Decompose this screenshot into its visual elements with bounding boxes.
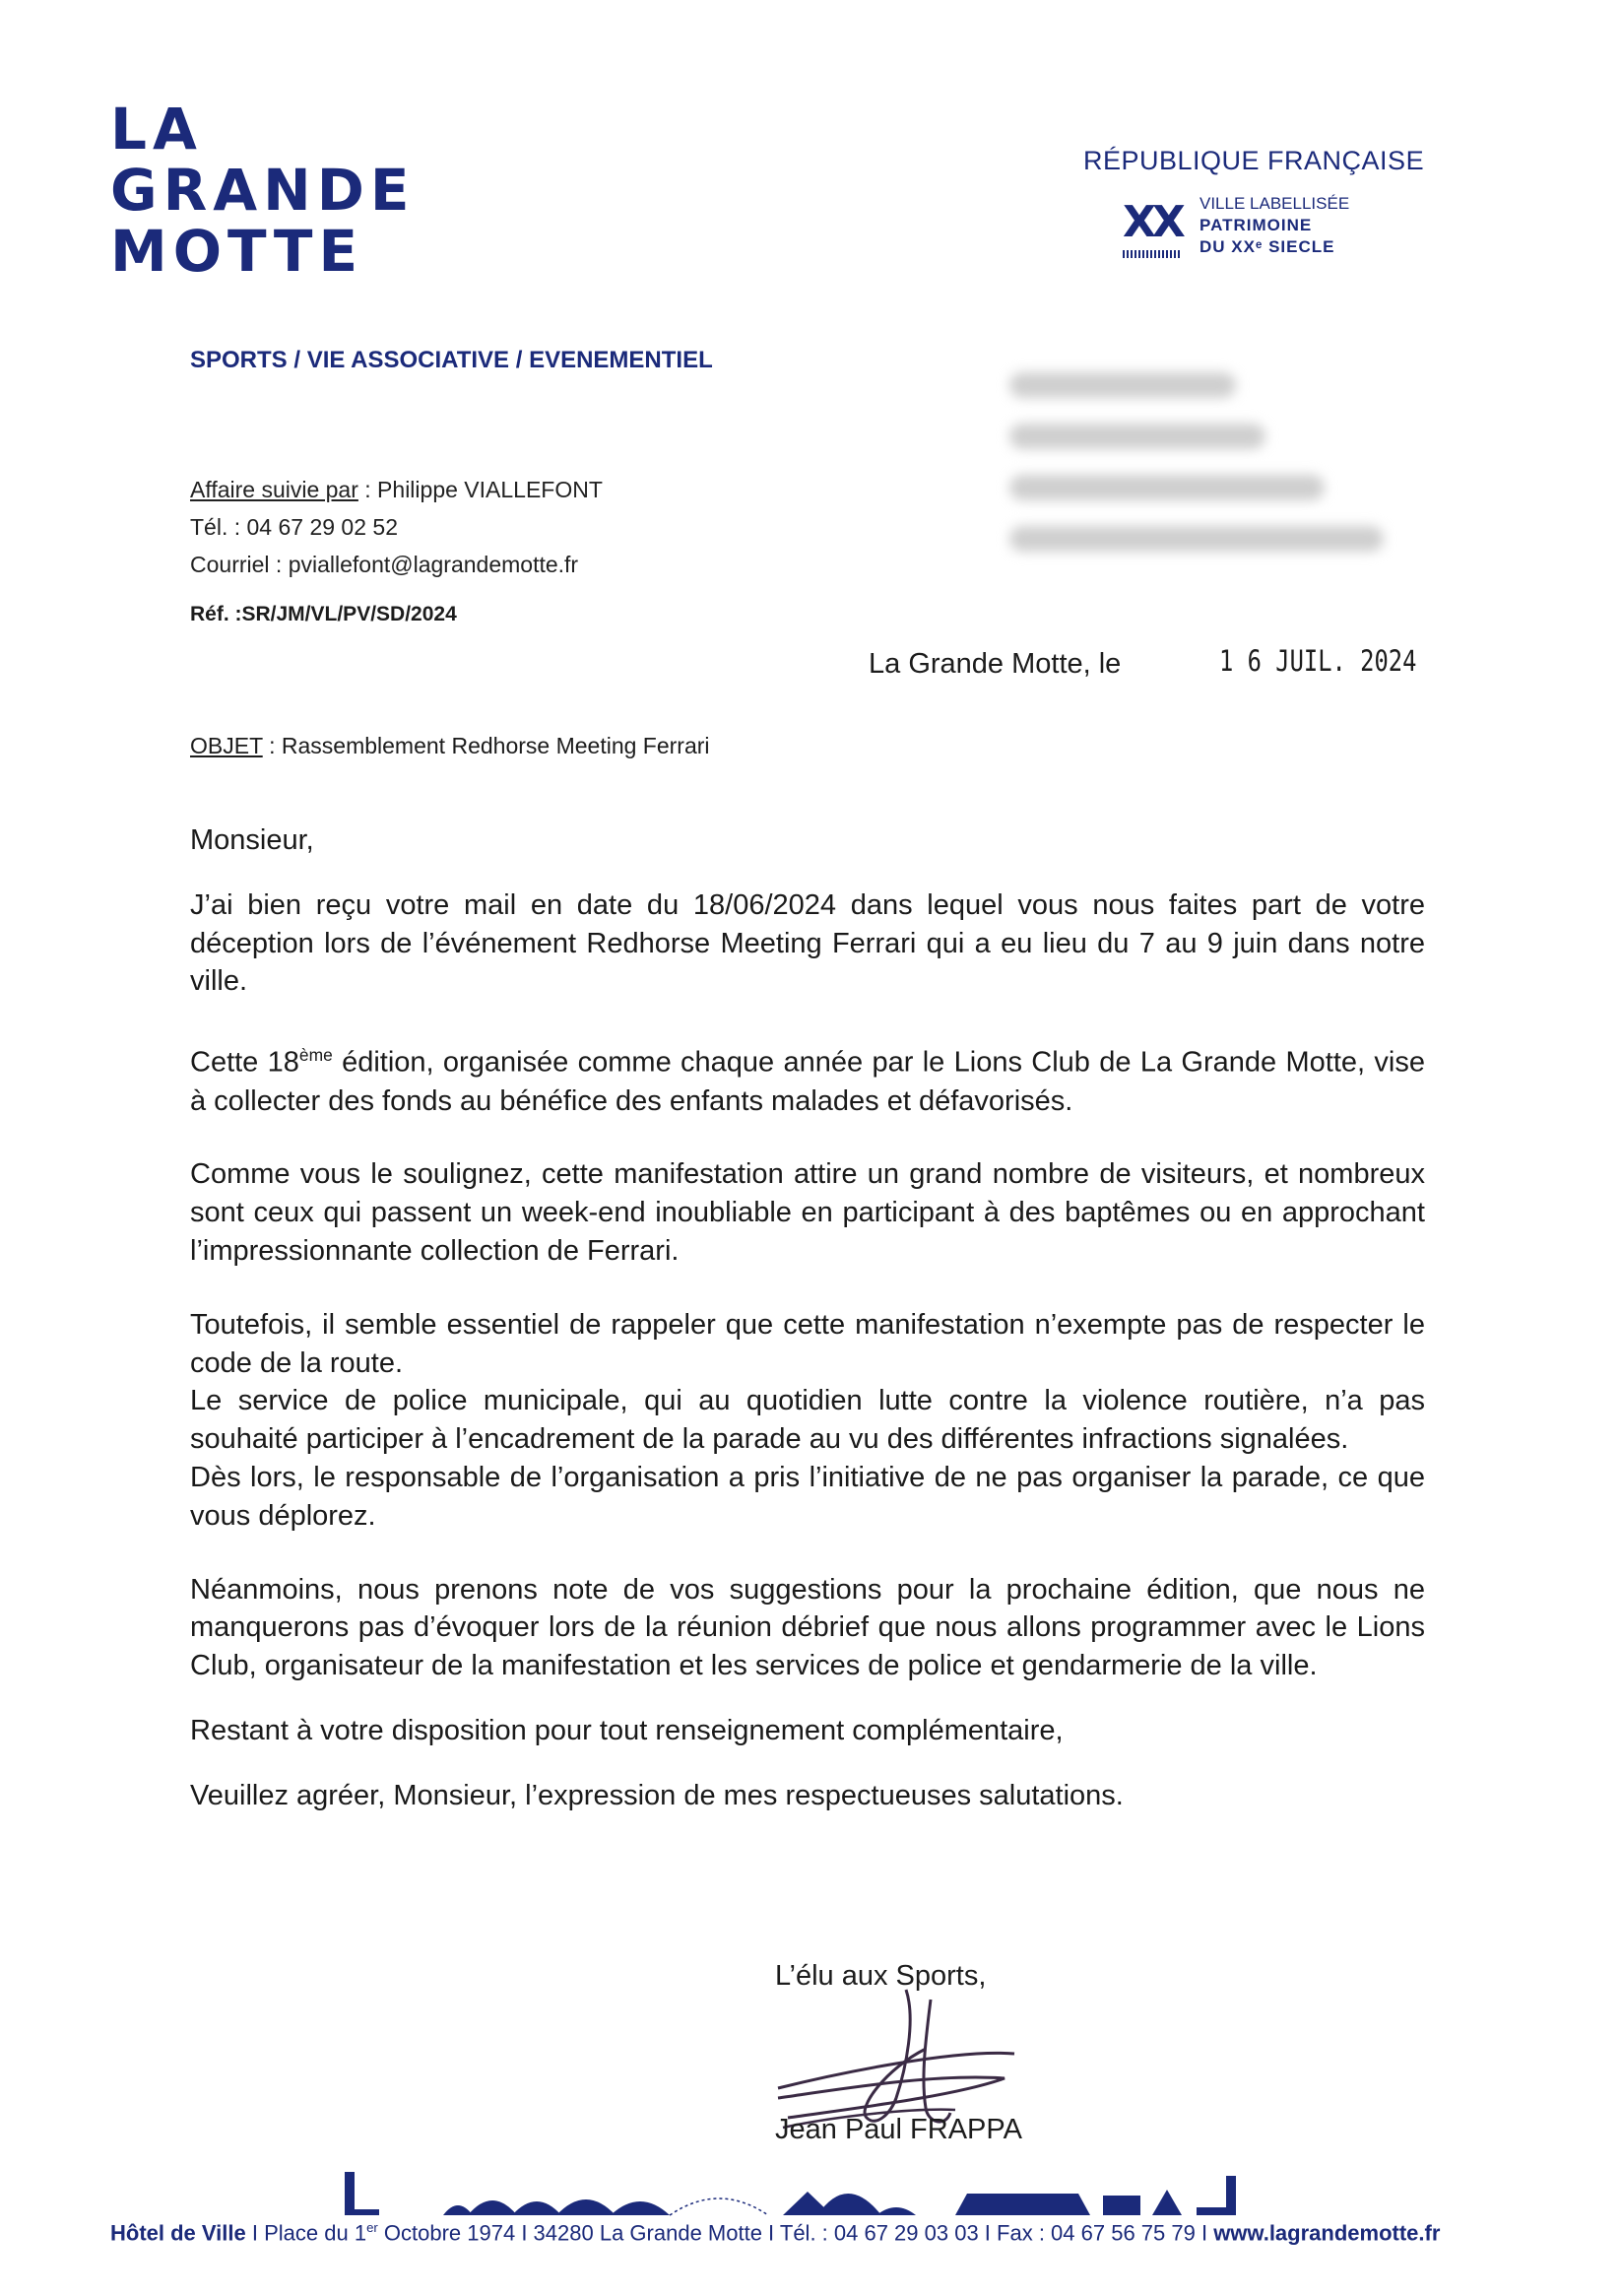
paragraph-3: Comme vous le soulignez, cette manifestation attire un grand nombre de visiteurs, et nombreux sont ceux qui passent un week-end inoubliable en participant à des baptêmes ou en approchant l’impressionnante collection de Ferrari.: [190, 1158, 1425, 1268]
label-line-3: DU XXᵉ SIECLE: [1200, 237, 1335, 256]
republique-francaise: RÉPUBLIQUE FRANÇAISE: [1083, 146, 1425, 175]
salutation: Monsieur,: [190, 824, 314, 856]
redacted-recipient-address: [1009, 372, 1394, 579]
logo-line-2: GRANDE: [110, 157, 416, 224]
contact-tel: Tél. : 04 67 29 02 52: [190, 514, 398, 540]
footer-website: www.lagrandemotte.fr: [1213, 2220, 1441, 2246]
paragraph-5: Néanmoins, nous prenons note de vos suggestions pour la prochaine édition, que nous ne manquerons pas d’évoquer lors de la réunion débrief que nous allons programmer avec le Lions Club, organisateur de la manifestation et les services de police et gendarmerie de la ville.: [190, 1573, 1425, 1682]
paragraph-4c: Dès lors, le responsable de l’organisation a pris l’initiative de ne pas organiser la parade, ce que vous déplorez.: [190, 1462, 1425, 1532]
paragraph-4b: Le service de police municipale, qui au quotidien lutte contre la violence routière, n’a pas souhaité participer à l’encadrement de la parade au vu des différentes infractions signalées.: [190, 1385, 1425, 1456]
reference: Réf. :SR/JM/VL/PV/SD/2024: [190, 603, 457, 625]
followed-by: [190, 471, 603, 508]
city-logo: [110, 96, 465, 285]
subject-value: : Rassemblement Redhorse Meeting Ferrari: [262, 733, 710, 758]
department-heading: SPORTS / VIE ASSOCIATIVE / EVENEMENTIEL: [190, 347, 713, 373]
logo-line-1: LA: [110, 96, 203, 163]
date-stamp: 1 6 JUIL. 2024: [1219, 644, 1417, 678]
subject-label: OBJET: [190, 733, 263, 758]
footer-address: Hôtel de Ville I Place du 1er Octobre 1974 I 34280 La Grande Motte I Tél. : 04 67 29 03 03 I Fax : 04 67 56 75 79 I www.lagrandemotte.fr: [110, 2220, 1441, 2246]
label-line-1: VILLE LABELLISÉE: [1200, 194, 1350, 213]
followed-by-label: Affaire suivie par: [190, 477, 358, 502]
label-xx-mark: XX: [1123, 197, 1182, 247]
signatory-name: Jean Paul FRAPPA: [775, 2114, 1022, 2145]
paragraph-7: Veuillez agréer, Monsieur, l’expression de mes respectueuses salutations.: [190, 1779, 1124, 1811]
paragraph-6: Restant à votre disposition pour tout renseignement complémentaire,: [190, 1715, 1064, 1746]
paragraph-1: J’ai bien reçu votre mail en date du 18/06/2024 dans lequel vous nous faites part de votre déception lors de l’événement Redhorse Meeting Ferrari qui a eu lieu du 7 au 9 juin dans notre ville.: [190, 888, 1425, 998]
label-barcode-icon: [1123, 250, 1180, 258]
label-line-2: PATRIMOINE: [1200, 216, 1313, 234]
skyline-graphic: [345, 2172, 1320, 2217]
signatory-title: L’élu aux Sports,: [775, 1960, 987, 1992]
contact-block: [190, 471, 603, 583]
paragraph-2: Cette 18ème édition, organisée comme chaque année par le Lions Club de La Grande Motte, vise à collecter des fonds au bénéfice des enfants malades et défavorisés.: [190, 1045, 1425, 1117]
logo-line-3: MOTTE: [110, 218, 364, 285]
footer-hotel: Hôtel de Ville: [110, 2220, 246, 2246]
paragraph-4a: Toutefois, il semble essentiel de rappeler que cette manifestation n’exempte pas de respecter le code de la route.: [190, 1308, 1425, 1379]
subject-line: [190, 733, 710, 759]
contact-email: Courriel : pviallefont@lagrandemotte.fr: [190, 552, 579, 577]
letter-body: [190, 821, 1425, 1815]
followed-by-value: : Philippe VIALLEFONT: [357, 477, 603, 502]
date-place: La Grande Motte, le: [869, 648, 1122, 680]
